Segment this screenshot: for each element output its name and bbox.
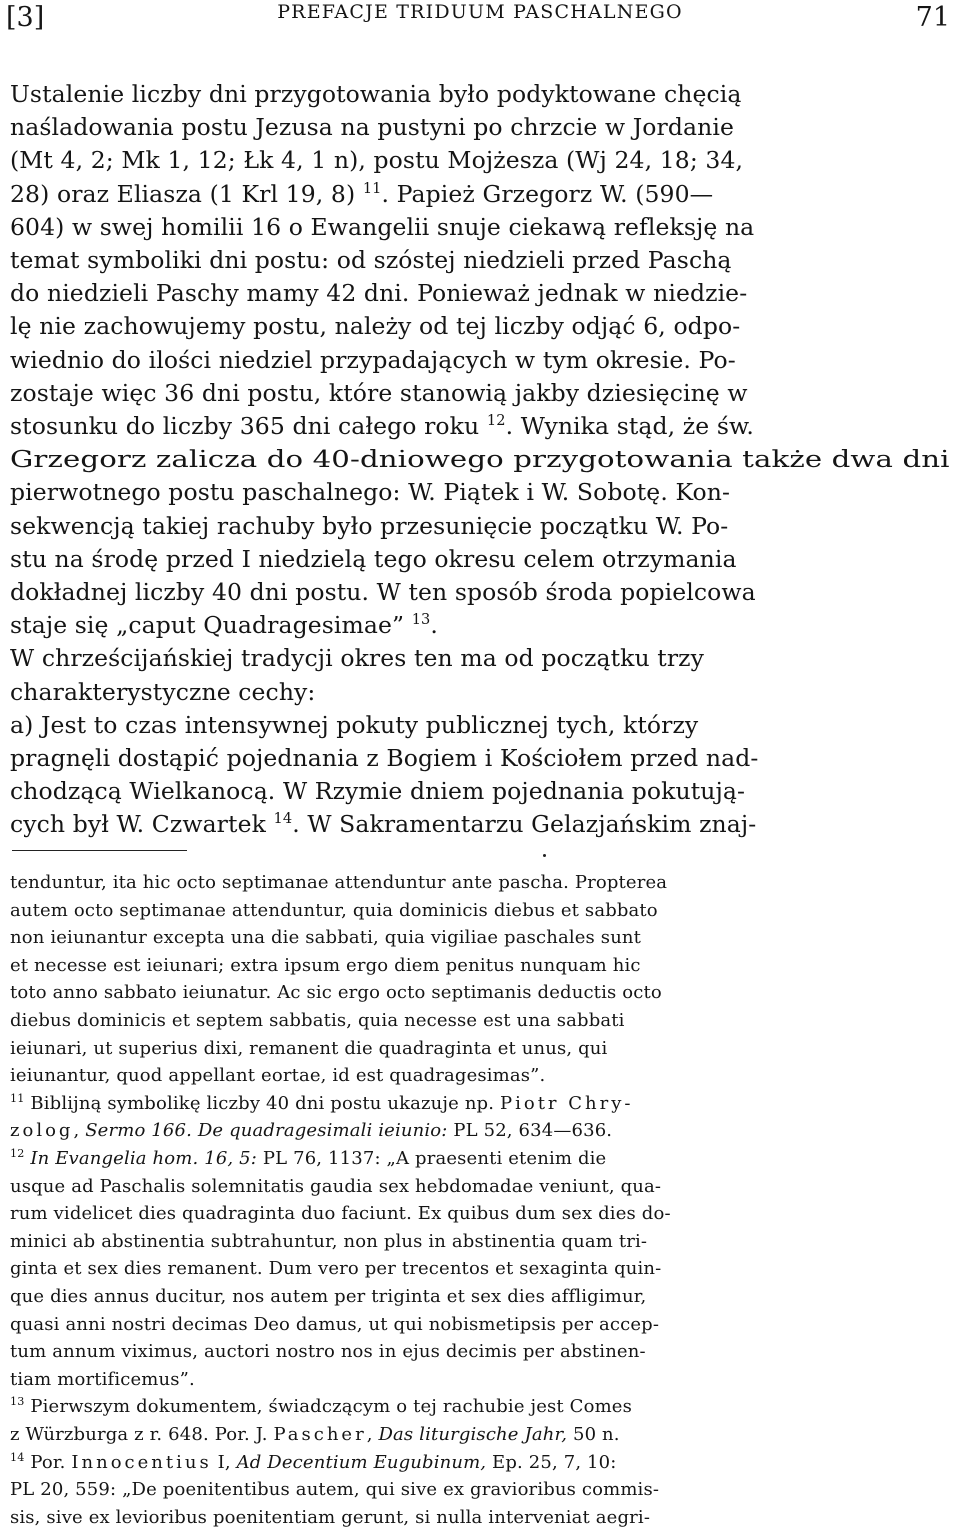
text-segment: Ustalenie liczby dni przygotowania było podyktowane chęcią [10,80,742,108]
text-segment: pragnęli dostąpić pojednania z Bogiem i Kościołem przed nad- [10,744,759,772]
main-text-line [10,810,756,838]
text-segment: tum annum viximus, auctori nostro nos in ejus decimis per abstinen- [10,1341,646,1363]
text-segment: autem octo septimanae attenduntur, quia dominicis diebus et sabbato [10,899,658,921]
text-segment: z Würzburga z r. 648. Por. J. [10,1424,274,1445]
footnote-line [10,955,641,976]
footnote-line [10,1093,633,1114]
text-segment: ginta et sex dies remanent. Dum vero per trecentos et sexaginta quin- [10,1258,662,1280]
text-segment: diebus dominicis et septem sabbatis, quia necesse est una sabbati [10,1010,625,1031]
text-segment: PL 52, 634—636. [447,1120,613,1142]
text-segment: 604) w swej homilii 16 o Ewangelii snuje ciekawą refleksję na [10,212,755,241]
text-segment: chodzącą Wielkanocą. W Rzymie dniem pojednania pokutują- [10,777,746,806]
footnote-ref: 11 [10,1091,25,1105]
text-segment: In Evangelia hom. 16, 5: [30,1148,257,1169]
text-segment: quasi anni nostri decimas Deo damus, ut qui nobismetipsis per accep- [10,1313,660,1335]
main-text-line [10,445,950,473]
text-segment: Por. [24,1451,72,1473]
text-segment: . Papież Grzegorz W. (590— [381,179,714,208]
text-segment: stosunku do liczby 365 dni całego roku [10,412,487,440]
main-text-line [10,611,438,639]
footnote-line [10,1396,632,1417]
footnote-line [10,1065,545,1086]
text-segment: a) Jest to czas intensywnej pokuty publicznej tych, którzy [10,710,699,739]
main-text-line [10,644,704,672]
footnote-line [10,1176,661,1197]
footnote-ref: 12 [486,412,506,430]
footnote-line [10,982,662,1003]
main-text-line [10,545,737,573]
text-segment: 50 n. [567,1424,620,1445]
footnote-ref: 14 [273,810,293,828]
text-segment: non ieiunantur excepta una die sabbati, quia vigiliae paschales sunt [10,927,642,949]
text-segment: ieiunantur, quod appellant eortae, id est quadragesimas”. [10,1065,546,1087]
text-segment: Biblijną symbolikę liczby 40 dni postu ukazuje np. [24,1092,500,1114]
text-segment: lę nie zachowujemy postu, należy od tej liczby odjąć 6, odpo- [10,312,741,341]
text-segment: I, [211,1451,237,1473]
footnote-line [10,1314,659,1335]
text-segment: . W Sakramentarzu Gelazjańskim znaj- [292,810,757,839]
text-segment: tiam mortificemus”. [10,1368,195,1390]
text-segment: stu na środę przed I niedzielą tego okresu celem otrzymania [10,544,737,573]
main-text-line [10,113,734,141]
text-segment: . [430,611,438,640]
footnote-line [10,1479,659,1500]
main-text-line [10,246,732,274]
text-segment: zostaje więc 36 dni postu, które stanowią jakby dziesięcinę w [10,378,748,407]
text-segment: Grzegorz zalicza do 40-dniowego przygotowania także dwa dni [10,445,950,474]
footnote-line [10,1424,620,1445]
text-segment: tenduntur, ita hic octo septimanae attenduntur ante pascha. Propterea [10,872,668,893]
footnote-ref: 13 [10,1395,25,1409]
text-segment: Ep. 25, 7, 10: [486,1451,617,1473]
text-segment: (Mt 4, 2; Mk 1, 12; Łk 4, 1 n), postu Mojżesza (Wj 24, 18; 34, [10,146,744,175]
text-segment: charakterystyczne cechy: [10,677,316,706]
main-text-line [10,279,747,307]
main-text-line [10,80,742,108]
text-segment: Pierwszym dokumentem, świadczącym o tej rachubie jest Comes [24,1396,632,1418]
text-segment: rum videlicet dies quadraginta duo faciunt. Ex quibus dum sex dies do- [10,1203,671,1225]
text-segment: Pascher [273,1424,367,1445]
footnote-separator [12,850,187,851]
text-segment: wiednio do ilości niedziel przypadających w tym okresie. Po- [10,345,736,374]
main-text-line [10,744,758,772]
footnote-ref: 11 [362,179,382,197]
footnote-line [10,1203,671,1224]
main-text-line [10,213,754,241]
section-number: [3] [6,2,45,33]
text-segment: W chrześcijańskiej tradycji okres ten ma od początku trzy [10,644,705,673]
footnote-separator-dot [543,854,546,857]
text-segment: Piotr Chry- [499,1092,634,1114]
page-number: 71 [915,2,950,33]
main-text-line [10,379,748,407]
text-segment: sis, sive ex levioribus poenitentiam gerunt, si nulla interveniat aegri- [10,1506,651,1528]
text-segment: minici ab abstinentia subtrahuntur, non plus in abstinentia quam tri- [10,1230,648,1252]
footnote-line [10,1286,646,1307]
main-text-line [10,777,745,805]
footnote-line [10,1038,607,1059]
text-segment: que dies annus ducitur, nos autem per triginta et sex dies affligimur, [10,1286,647,1307]
main-text-line [10,512,728,540]
footnote-line [10,1120,612,1141]
text-segment: PL 76, 1137: „A praesenti etenim die [256,1148,607,1169]
text-segment: Ad Decentium Eugubinum, [236,1451,487,1473]
footnote-line [10,1452,616,1473]
text-segment: sekwencją takiej rachuby było przesunięcie początku W. Po- [10,511,729,540]
running-header [0,0,960,40]
text-segment: Sermo 166. De quadragesimali ieiunio: [85,1120,448,1142]
main-text-line [10,711,698,739]
footnote-line [10,872,667,893]
text-segment: Innocentius [71,1451,212,1473]
footnote-line [10,900,658,921]
text-segment: temat symboliki dni postu: od szóstej niedzieli przed Paschą [10,246,732,274]
text-segment: do niedzieli Paschy mamy 42 dni. Ponieważ jednak w niedzie- [10,279,748,308]
text-segment: . Wynika stąd, że św. [505,412,754,440]
text-segment: zolog [10,1120,74,1142]
footnote-line [10,1369,195,1390]
text-segment: et necesse est ieiunari; extra ipsum ergo diem penitus nunquam hic [10,954,641,976]
text-segment: cych był W. Czwartek [10,810,274,839]
text-segment: PL 20, 559: „De poenitentibus autem, qui sive ex gravioribus commis- [10,1479,660,1501]
text-segment: dokładnej liczby 40 dni postu. W ten sposób środa popielcowa [10,578,756,606]
text-segment: 28) oraz Eliasza (1 Krl 19, 8) [10,179,363,208]
footnote-line [10,1148,606,1169]
main-text-line [10,312,740,340]
text-segment: usque ad Paschalis solemnitatis gaudia sex hebdomadae veniunt, qua- [10,1175,662,1197]
running-title: PREFACJE TRIDUUM PASCHALNEGO [277,1,683,23]
footnote-ref: 13 [411,611,431,629]
text-segment: pierwotnego postu paschalnego: W. Piątek i W. Sobotę. Kon- [10,478,731,507]
footnote-ref: 12 [10,1147,25,1160]
text-segment: toto anno sabbato ieiunatur. Ac sic ergo octo septimanis deductis octo [10,982,662,1004]
main-text-line [10,678,315,706]
main-text-line [10,180,713,208]
footnote-line [10,1258,661,1279]
footnote-line [10,1507,650,1528]
text-segment: , [366,1424,379,1445]
text-segment: staje się „caput Quadragesimae” [10,611,412,640]
text-segment: naśladowania postu Jezusa na pustyni po chrzcie w Jordanie [10,113,734,142]
main-text-line [10,146,743,174]
main-text-line [10,578,756,606]
text-segment: , [73,1120,86,1142]
text-segment: Das liturgische Jahr, [378,1424,568,1445]
footnote-line [10,1341,646,1362]
text-segment: ieiunari, ut superius dixi, remanent die quadraginta et unus, qui [10,1037,608,1059]
main-text-line [10,478,730,506]
main-text-line [10,412,754,440]
footnote-ref: 14 [10,1450,25,1464]
footnote-line [10,1231,647,1252]
main-text-line [10,346,736,374]
footnote-line [10,927,641,948]
footnote-line [10,1010,625,1031]
